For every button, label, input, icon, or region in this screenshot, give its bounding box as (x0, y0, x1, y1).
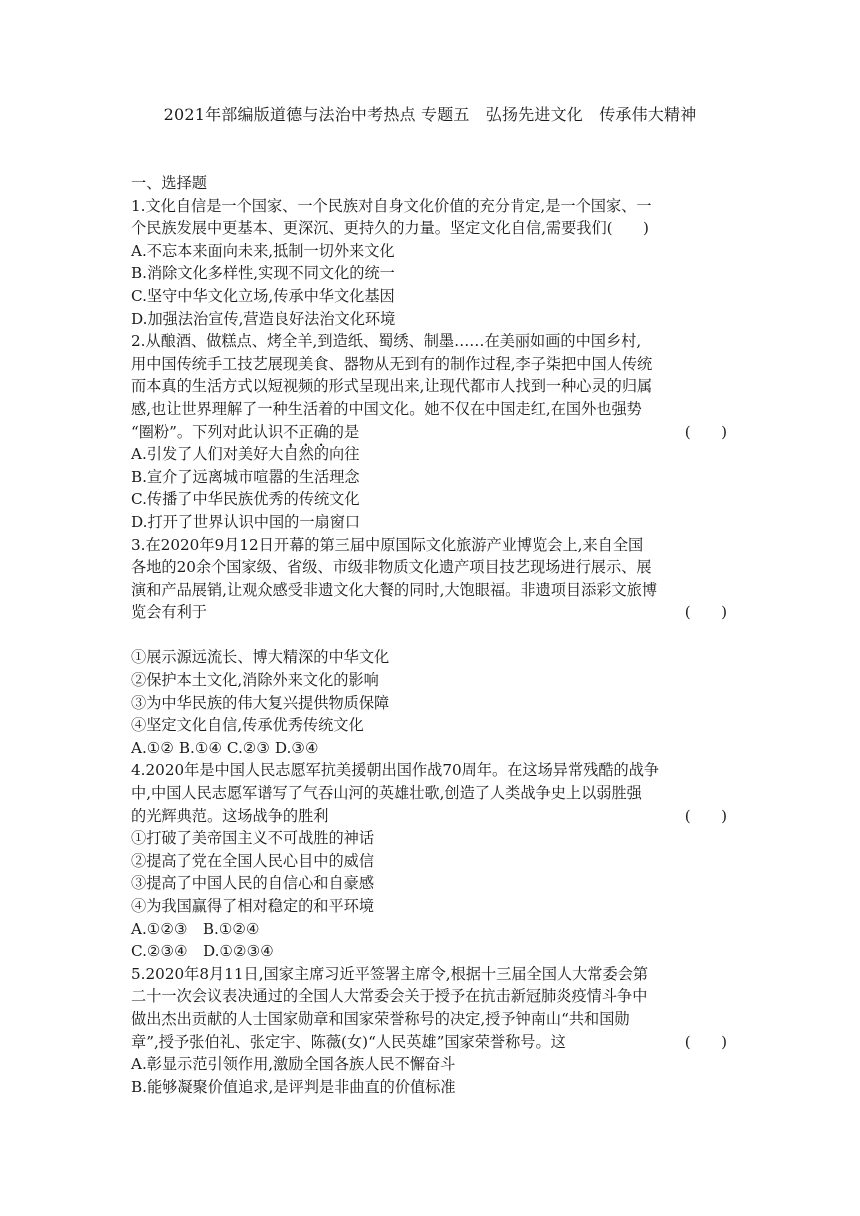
stem-text: “圈粉”。下列对此认识 (131, 422, 284, 441)
section-heading: 一、选择题 (131, 174, 207, 192)
option-b: B.消除文化多样性,实现不同文化的统一 (131, 264, 395, 283)
question-stem-end: 览会有利于 (131, 603, 207, 622)
option-c: C.坚守中华文化立场,传承中华文化基因 (131, 286, 395, 305)
option-a: A.彰显示范引领作用,激励全国各族人民不懈奋斗 (131, 1055, 456, 1074)
statement-2: ②提高了党在全国人民心目中的威信 (131, 851, 374, 870)
question-stem-end (131, 421, 359, 444)
question-text-line: 感,也让世界理解了一种生活着的中国文化。她不仅在中国走红,在国外也强势 (131, 399, 642, 418)
answer-parentheses: ( ) (684, 806, 727, 825)
question-text-line: 3.在2020年9月12日开幕的第三届中原国际文化旅游产业博览会上,来自全国 (131, 535, 644, 554)
question-text-line: 5.2020年8月11日,国家主席习近平签署主席令,根据十三届全国人大常委会第 (131, 964, 649, 983)
option-c: C.传播了中华民族优秀的传统文化 (131, 490, 360, 509)
blank-spacer (131, 624, 731, 647)
question-text-line: 2.从酿酒、做糕点、烤全羊,到造纸、蜀绣、制墨……在美丽如画的中国乡村, (131, 332, 642, 351)
question-text-last-line (131, 1031, 731, 1054)
answer-parentheses: ( ) (684, 1032, 727, 1051)
option-d: D.打开了世界认识中国的一扇窗口 (131, 512, 361, 531)
statement-1: ①展示源远流长、博大精深的中华文化 (131, 648, 390, 667)
emphasized-text: 不正确 (283, 422, 329, 441)
statement-4: ④为我国赢得了相对稳定的和平环境 (131, 897, 374, 915)
question-text-line: 做出杰出贡献的人士国家勋章和国家荣誉称号的决定,授予钟南山“共和国勋 (131, 1009, 630, 1028)
question-4 (131, 759, 731, 962)
statement-2: ②保护本土文化,消除外来文化的影响 (131, 671, 379, 690)
question-text-line: 1.文化自信是一个国家、一个民族对自身文化价值的充分肯定,是一个国家、一 (131, 196, 652, 215)
question-text-last-line (131, 421, 731, 444)
question-text-line: 二十一次会议表决通过的全国人大常委会关于授予在抗击新冠肺炎疫情斗争中 (131, 987, 648, 1006)
stem-text: 的是 (328, 422, 360, 441)
answer-options: A.①② B.①④ C.②③ D.③④ (131, 738, 319, 757)
answer-options-row: C.②③④ D.①②③④ (131, 942, 274, 961)
answer-options-row: A.①②③ B.①②④ (131, 919, 260, 938)
question-stem-end: 章”,授予张伯礼、张定宇、陈薇(女)“人民英雄”国家荣誉称号。这 (131, 1032, 566, 1051)
question-text-line: 中,中国人民志愿军谱写了气吞山河的英雄壮歌,创造了人类战争史上以弱胜强 (131, 784, 642, 803)
question-3 (131, 534, 731, 760)
statement-1: ①打破了美帝国主义不可战胜的神话 (131, 829, 374, 848)
option-d: D.加强法治宣传,营造良好法治文化环境 (131, 309, 396, 328)
option-b: B.宣介了远离城市喧嚣的生活理念 (131, 467, 360, 486)
option-a: A.引发了人们对美好大自然的向往 (131, 445, 360, 464)
statement-3: ③为中华民族的伟大复兴提供物质保障 (131, 693, 390, 712)
question-2 (131, 330, 731, 533)
question-text-last-line (131, 601, 731, 624)
question-text-line: 用中国传统手工技艺展现美食、器物从无到有的制作过程,李子柒把中国人传统 (131, 354, 653, 373)
question-text-line: 演和产品展销,让观众感受非遗文化大餐的同时,大饱眼福。非遗项目添彩文旅博 (131, 580, 658, 599)
statement-4: ④坚定文化自信,传承优秀传统文化 (131, 716, 364, 735)
question-text-line: 4.2020年是中国人民志愿军抗美援朝出国作战70周年。在这场异常残酷的战争 (131, 761, 660, 780)
question-text-line: 各地的20余个国家级、省级、市级非物质文化遗产项目技艺现场进行展示、展 (131, 558, 652, 577)
option-a: A.不忘本来面向未来,抵制一切外来文化 (131, 241, 395, 260)
statement-3: ③提高了中国人民的自信心和自豪感 (131, 874, 374, 893)
question-5 (131, 963, 731, 1099)
question-text-line: 而本真的生活方式以短视频的形式呈现出来,让现代都市人找到一种心灵的归属 (131, 377, 653, 396)
question-stem-end: 的光辉典范。这场战争的胜利 (131, 806, 329, 825)
question-text-last-line (131, 805, 731, 828)
answer-parentheses: ( ) (684, 603, 727, 622)
document-title: 2021年部编版道德与法治中考热点 专题五 弘扬先进文化 传承伟大精神 (163, 105, 697, 124)
question-content (131, 172, 731, 1098)
question-text-line: 个民族发展中更基本、更深沉、更持久的力量。坚定文化自信,需要我们( ) (131, 219, 649, 238)
question-1 (131, 195, 731, 331)
option-b: B.能够凝聚价值追求,是评判是非曲直的价值标准 (131, 1077, 456, 1096)
answer-parentheses: ( ) (684, 422, 727, 441)
